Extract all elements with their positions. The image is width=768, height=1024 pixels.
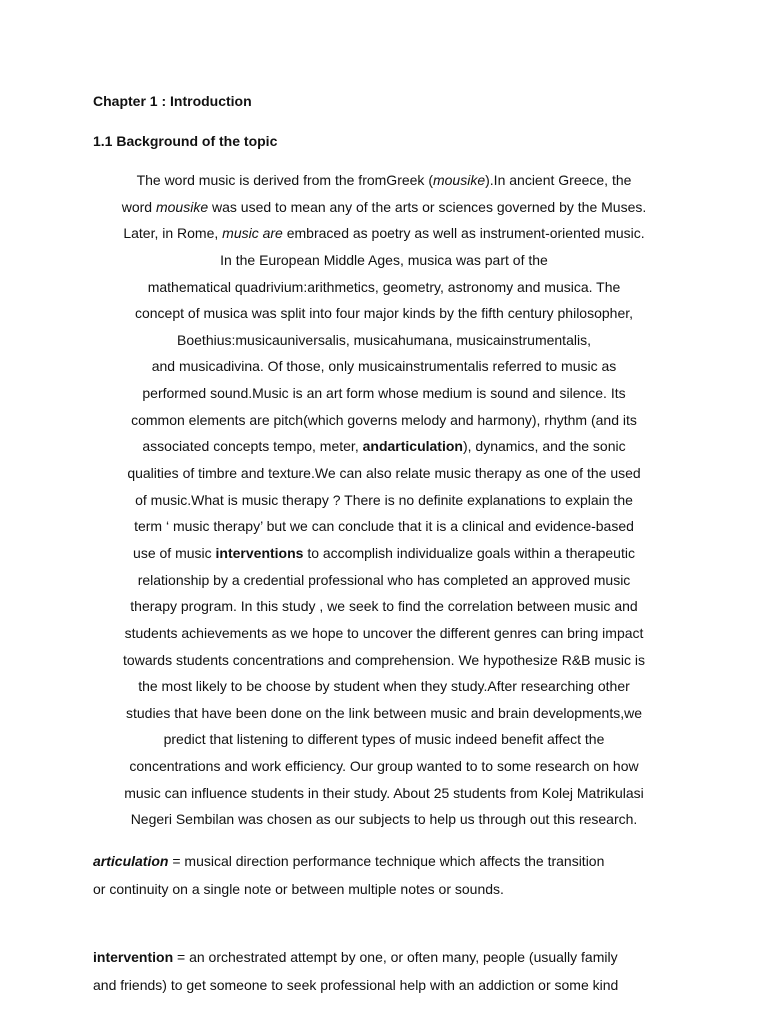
paragraph-line: associated concepts tempo, meter, andarticulation), dynamics, and the sonic [142, 438, 626, 455]
paragraph-line: of music.What is music therapy ? There is no definite explanations to explain the [135, 491, 633, 508]
paragraph-line: Boethius:musicauniversalis, musicahumana, musicainstrumentalis, [177, 331, 591, 348]
paragraph-line: predict that listening to different types of music indeed benefit affect the [163, 731, 605, 748]
definition-articulation [93, 847, 683, 903]
definition-text: = an orchestrated attempt by one, or often many, people (usually family [173, 949, 618, 965]
paragraph-line: word mousike was used to mean any of the arts or sciences governed by the Muses. [121, 198, 647, 215]
definition-term: articulation [93, 853, 169, 869]
paragraph-line: mathematical quadrivium:arithmetics, geometry, astronomy and musica. The [147, 278, 621, 295]
paragraph-line: studies that have been done on the link between music and brain developments,we [125, 704, 642, 721]
paragraph-line: Negeri Sembilan was chosen as our subjects to help us through out this research. [130, 811, 638, 828]
definition-text: or continuity on a single note or between multiple notes or sounds. [93, 881, 504, 897]
paragraph-line: performed sound.Music is an art form whose medium is sound and silence. Its [142, 385, 626, 402]
paragraph-line: Later, in Rome, music are embraced as poetry as well as instrument-oriented music. [123, 225, 645, 242]
definition-term: intervention [93, 949, 174, 965]
paragraph-line: qualities of timbre and texture.We can also relate music therapy as one of the used [127, 465, 641, 482]
paragraph-line: concept of musica was split into four major kinds by the fifth century philosopher, [134, 305, 634, 322]
paragraph-line: and musicadivina. Of those, only musicainstrumentalis referred to music as [151, 358, 617, 375]
paragraph-line: music can influence students in their study. About 25 students from Kolej Matrikulasi [124, 784, 644, 801]
paragraph-line: term ‘ music therapy’ but we can conclude that it is a clinical and evidence-based [134, 518, 634, 535]
chapter-heading: Chapter 1 : Introduction [93, 93, 252, 109]
paragraph-line: common elements are pitch(which governs melody and harmony), rhythm (and its [131, 411, 637, 428]
paragraph-line: students achievements as we hope to uncover the different genres can bring impact [124, 624, 644, 641]
section-heading: 1.1 Background of the topic [93, 133, 278, 149]
paragraph-line: relationship by a credential professional who has completed an approved music [137, 571, 631, 588]
paragraph-line: towards students concentrations and comprehension. We hypothesize R&B music is [123, 651, 645, 668]
paragraph-line: the most likely to be choose by student when they study.After researching other [138, 678, 630, 695]
definition-intervention [93, 943, 683, 999]
definition-text: = musical direction performance technique which affects the transition [168, 853, 605, 869]
paragraph-line: In the European Middle Ages, musica was part of the [220, 251, 548, 268]
paragraph-line: use of music interventions to accomplish individualize goals within a therapeutic [133, 544, 635, 561]
definition-text: and friends) to get someone to seek professional help with an addiction or some kind [93, 977, 619, 993]
paragraph-line: concentrations and work efficiency. Our group wanted to to some research on how [129, 758, 639, 775]
paragraph-line: therapy program. In this study , we seek to find the correlation between music and [130, 598, 638, 615]
paragraph-line: The word music is derived from the fromGreek (mousike).In ancient Greece, the [136, 172, 632, 188]
background-paragraph [88, 167, 680, 833]
